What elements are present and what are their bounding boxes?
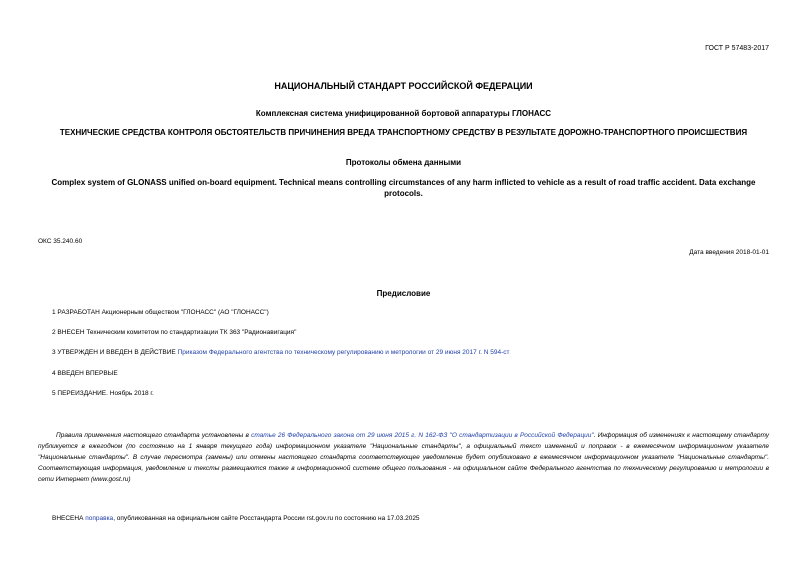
approved-text: 3 УТВЕРЖДЕН И ВВЕДЕН В ДЕЙСТВИЕ [52, 349, 178, 356]
rules-text-start: Правила применения настоящего стандарта установлены в [56, 432, 252, 439]
foreword-item-introduced: 4 ВВЕДЕН ВПЕРВЫЕ [52, 370, 118, 377]
amendment-link[interactable]: поправка [85, 515, 114, 522]
application-rules-paragraph [38, 430, 769, 485]
foreword-item-approved [52, 349, 510, 356]
federal-law-link[interactable]: статье 26 Федерального закона от 29 июня 2015 г. N 162-ФЗ "О стандартизации в Российской Федерации" [251, 432, 594, 439]
protocols-subtitle: Протоколы обмена данными [345, 158, 462, 167]
foreword-item-submitted: 2 ВНЕСЕН Техническим комитетом по стандартизации ТК 363 "Радионавигация" [52, 329, 297, 336]
amendment-suffix: , опубликованная на официальном сайте Росстандарта России rst.gov.ru по состоянию на 17.03.2025 [113, 515, 420, 522]
introduction-date: Дата введения 2018-01-01 [689, 249, 769, 256]
amendment-prefix: ВНЕСЕНА [52, 515, 86, 522]
rules-text-rest: . Информация об изменениях к настоящему стандарту публикуется в ежегодном (по состоянию на 1 января текущего года) информационном указателе "Национальные стандарты", а официальный текст изменений и поправок - в ежемесячном информационном указателе "Национальные стандарты". В случае пересмотра (замены) или отмены настоящего стандарта соответствующее уведомление будет опубликовано в ежемесячном информационном указателе "Национальные стандарты". Соответствующая информация, уведомление и тексты размещаются также в информационной системе общего пользования - на официальном сайте Федерального агентства по техническому регулированию и метрологии в сети Интернет (www.gost.ru) [38, 432, 769, 483]
technical-title: ТЕХНИЧЕСКИЕ СРЕДСТВА КОНТРОЛЯ ОБСТОЯТЕЛЬСТВ ПРИЧИНЕНИЯ ВРЕДА ТРАНСПОРТНОМУ СРЕДСТВУ В РЕЗУЛЬТАТЕ ДОРОЖНО-ТРАНСПОРТНОГО ПРОИСШЕСТВИЯ [59, 128, 748, 137]
order-link[interactable]: Приказом Федерального агентства по техническому регулированию и метрологии от 29 июня 2017 г. N 594-ст [177, 349, 510, 356]
foreword-item-reissue: 5 ПЕРЕИЗДАНИЕ. Ноябрь 2018 г. [52, 390, 154, 397]
foreword-title: Предисловие [376, 289, 431, 298]
amendment-note [52, 515, 420, 522]
english-title: Complex system of GLONASS unified on-board equipment. Technical means controlling circumstances of any harm inflicted to vehicle as a result of road traffic accident. Data exchange protocols. [51, 178, 756, 198]
system-title: Комплексная система унифицированной бортовой аппаратуры ГЛОНАСС [255, 109, 552, 118]
main-title: НАЦИОНАЛЬНЫЙ СТАНДАРТ РОССИЙСКОЙ ФЕДЕРАЦИИ [274, 81, 533, 91]
document-code: ГОСТ Р 57483-2017 [705, 45, 769, 52]
oks-code: ОКС 35.240.60 [38, 238, 83, 245]
foreword-item-developed: 1 РАЗРАБОТАН Акционерным обществом "ГЛОНАСС" (АО "ГЛОНАСС") [52, 309, 269, 316]
